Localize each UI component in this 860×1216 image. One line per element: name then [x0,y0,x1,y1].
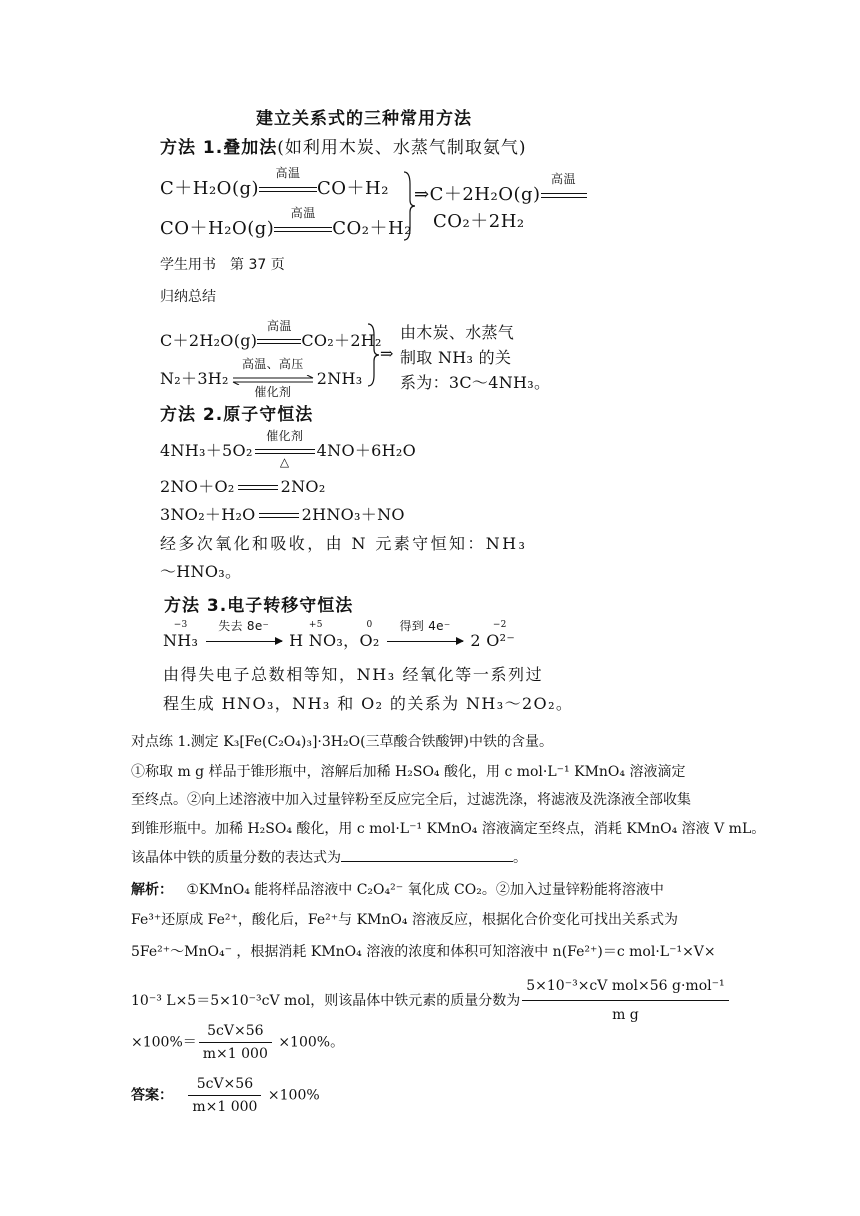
method-2-equation-2 [160,474,326,497]
eq-right: CO₂＋H₂ [332,218,412,239]
method-2-text-2: ～HNO₃。 [160,562,242,581]
answer-text: ×100% [267,1087,320,1104]
analysis-line-1 [131,876,664,904]
fraction-numerator: 5×10⁻³×cV mol×56 g·mol⁻¹ [522,972,728,1001]
eq-left: C＋2H₂O(g) [160,331,258,350]
practice-line-1: ①称取 m g 样品于锥形瓶中，溶解后加稀 H₂SO₄ 酸化，用 c mol·L⁻¹ KMnO₄ 溶液滴定 [131,764,686,780]
species-o2-ion: 2 O²⁻ [470,631,516,650]
fraction-1 [522,972,728,1029]
condition-label: 高温 [551,172,577,186]
answer-blank[interactable] [341,847,513,862]
practice-line-4 [131,844,527,872]
fraction-2 [199,1020,272,1065]
species-h: H [289,631,309,650]
method-3-electron-transfer [163,619,516,651]
practice-line-0: 对点练 1.测定 K₃[Fe(C₂O₄)₃]·3H₂O(三草酸合铁酸钾)中铁的含量。 [131,734,554,750]
eq-left: 2NO＋O₂ [160,477,235,496]
method-1-note: (如利用木炭、水蒸气制取氨气) [277,138,527,158]
eq-left: 3NO₂＋H₂O [160,505,256,524]
page-title: 建立关系式的三种常用方法 [256,109,472,129]
species-o2: O₂ [359,631,380,650]
species-o3: O₃， [323,631,360,650]
eq-right: 2NO₂ [280,477,326,496]
method-1-result [414,172,587,206]
lose-electrons-label: 失去 8e⁻ [218,619,270,633]
eq-left: 4NH₃＋5O₂ [160,441,253,460]
fraction-denominator: m×1 000 [202,1046,268,1062]
practice-line-2: 至终点。②向上述溶液中加入过量锌粉至反应完全后，过滤洗涤，将滤液及洗涤液全部收集 [131,792,691,808]
method-1-equation-1 [160,166,389,200]
summary-equation-1 [160,319,382,351]
practice-line-3: 到锥形瓶中。加稀 H₂SO₄ 酸化，用 c mol·L⁻¹ KMnO₄ 溶液滴定至终点，消耗 KMnO₄ 溶液 V mL。 [131,821,766,837]
analysis-text: ×100%＝ [131,1034,197,1051]
summary-conclusion-2: 制取 NH₃ 的关 [400,348,512,367]
analysis-line-5 [131,1020,344,1065]
method-1-result-right: CO₂＋2H₂ [433,211,525,232]
summary-conclusion-3: 系为：3C～4NH₃。 [400,373,551,392]
oxidation-state: 0 [366,620,373,630]
eq-left: CO＋H₂O(g) [160,218,275,239]
answer-label: 答案： [131,1087,173,1104]
method-3-heading: 方法 3.电子转移守恒法 [164,596,354,616]
oxidation-state: +5 [308,620,323,630]
analysis-text: 10⁻³ L×5＝5×10⁻³cV mol，则该晶体中铁元素的质量分数为 [131,993,521,1009]
eq-right: CO₂＋2H₂ [301,331,382,350]
summary-conclusion-1: 由木炭、水蒸气 [400,323,515,342]
fraction-denominator: m g [612,1007,639,1023]
analysis-text: ①KMnO₄ 能将样品溶液中 C₂O₄²⁻ 氧化成 CO₂。②加入过量锌粉能将溶液中 [186,882,664,898]
summary-equation-2 [160,357,363,399]
analysis-label: 解析： [131,882,173,898]
condition-label-bottom: 催化剂 [254,385,292,399]
fraction-numerator: 5cV×56 [188,1073,261,1096]
method-2-text-1: 经多次氧化和吸收，由 N 元素守恒知：NH₃ [160,534,528,553]
method-2-equation-3 [160,502,405,525]
condition-label: 高温 [290,206,316,220]
analysis-line-3: 5Fe²⁺～MnO₄⁻ ，根据消耗 KMnO₄ 溶液的浓度和体积可知溶液中 n(Fe²⁺)＝c mol·L⁻¹×V× [131,944,716,960]
method-3-text-2: 程生成 HNO₃，NH₃ 和 O₂ 的关系为 NH₃～2O₂。 [163,694,574,713]
eq-right: 2HNO₃＋NO [301,505,405,524]
fraction-numerator: 5cV×56 [199,1020,272,1043]
condition-label: 高温、高压 [242,357,304,371]
fraction-denominator: m×1 000 [192,1099,258,1115]
condition-label: 催化剂 [266,429,304,443]
eq-left: N₂＋3H₂ [160,369,229,388]
method-1-equation-2 [160,206,412,240]
implies-icon: ⇒ [380,344,394,363]
practice-end: 。 [513,850,527,866]
condition-label-bottom: △ [279,455,290,469]
species-nh3: NH₃ [163,631,199,650]
condition-label: 高温 [275,166,301,180]
eq-left: C＋H₂O(g) [160,178,260,199]
eq-right: 4NO＋6H₂O [316,441,417,460]
eq-left: ⇒C＋2H₂O(g) [414,184,541,205]
brace-icon [366,322,380,388]
oxidation-state: −3 [173,620,188,630]
summary-label: 归纳总结 [160,289,216,305]
practice-question: 该晶体中铁的质量分数的表达式为 [131,850,341,866]
method-2-heading: 方法 2.原子守恒法 [160,405,314,425]
method-2-equation-1 [160,429,417,469]
condition-label: 高温 [267,319,292,333]
method-3-text-1: 由得失电子总数相等知，NH₃ 经氧化等一系列过 [163,665,544,684]
analysis-text: ×100%。 [278,1034,345,1051]
answer-fraction [188,1073,261,1118]
species-n: N [308,631,324,650]
gain-electrons-label: 得到 4e⁻ [399,619,451,633]
oxidation-state: −2 [492,620,507,630]
answer-line [131,1073,320,1118]
analysis-line-2: Fe³⁺还原成 Fe²⁺，酸化后，Fe²⁺与 KMnO₄ 溶液反应，根据化合价变化可找出关系式为 [131,912,678,928]
method-1-heading [160,133,526,158]
page-reference: 学生用书 第 37 页 [160,257,285,273]
eq-right: CO＋H₂ [317,178,389,199]
method-1-title: 方法 1.叠加法 [160,138,278,158]
eq-right: 2NH₃ [316,369,363,388]
